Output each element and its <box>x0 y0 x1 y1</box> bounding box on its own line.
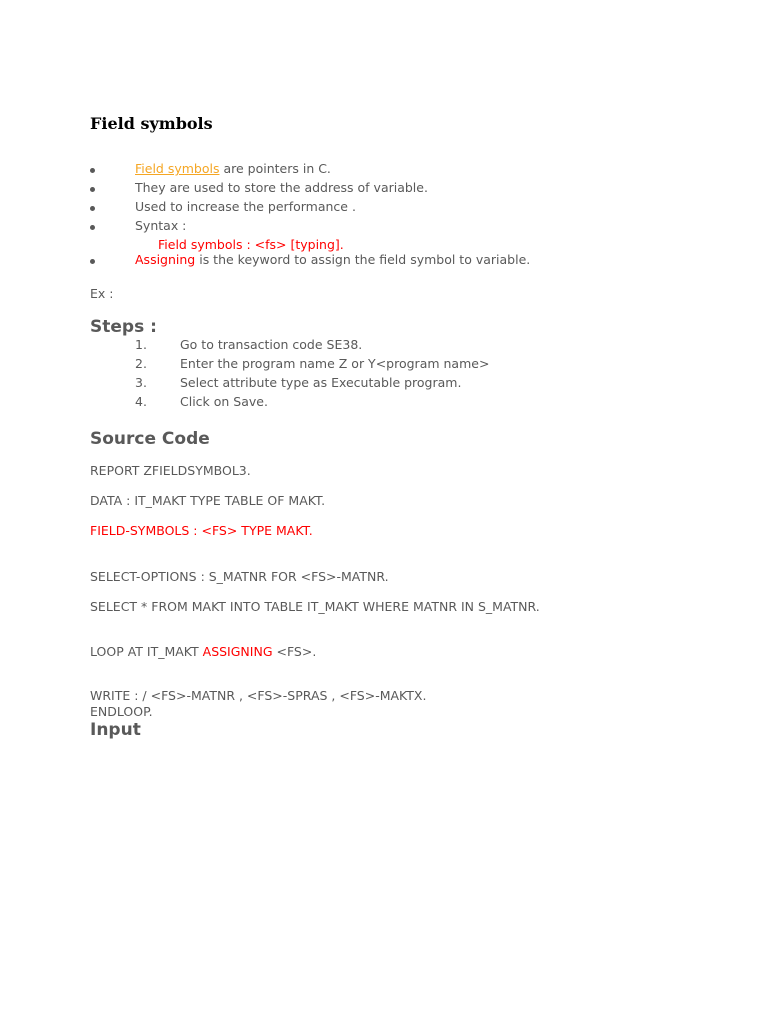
list-item-text: is the keyword to assign the field symbol to variable. <box>195 252 531 267</box>
list-item <box>135 252 530 267</box>
bullet-dot <box>90 168 95 173</box>
bullet-dot <box>90 206 95 211</box>
code-line-select-options: SELECT-OPTIONS : S_MATNR FOR <FS>-MATNR. <box>90 569 389 584</box>
code-line-write: WRITE : / <FS>-MATNR , <FS>-SPRAS , <FS>-MAKTX. <box>90 688 427 703</box>
code-line-loop <box>90 644 316 659</box>
code-line-report: REPORT ZFIELDSYMBOL3. <box>90 463 251 478</box>
page-title: Field symbols <box>90 114 213 133</box>
list-item <box>135 161 331 176</box>
list-item: They are used to store the address of variable. <box>135 180 428 195</box>
step-number: 2. <box>135 356 147 371</box>
example-label: Ex : <box>90 286 114 301</box>
bullet-dot <box>90 259 95 264</box>
field-symbols-link[interactable]: Field symbols <box>135 161 220 176</box>
steps-heading: Steps : <box>90 317 157 337</box>
source-code-heading: Source Code <box>90 429 210 449</box>
syntax-line: Field symbols : <fs> [typing]. <box>158 237 344 252</box>
step-number: 3. <box>135 375 147 390</box>
bullet-dot <box>90 225 95 230</box>
list-item: Syntax : <box>135 218 187 233</box>
step-text: Enter the program name Z or Y<program name> <box>180 356 490 371</box>
code-line-field-symbols: FIELD-SYMBOLS : <FS> TYPE MAKT. <box>90 523 313 538</box>
code-line-data: DATA : IT_MAKT TYPE TABLE OF MAKT. <box>90 493 326 508</box>
step-text: Click on Save. <box>180 394 268 409</box>
loop-suffix: <FS>. <box>272 644 317 659</box>
bullet-dot <box>90 187 95 192</box>
list-item-text: are pointers in C. <box>219 161 331 176</box>
code-line-select: SELECT * FROM MAKT INTO TABLE IT_MAKT WHERE MATNR IN S_MATNR. <box>90 599 540 614</box>
loop-prefix: LOOP AT IT_MAKT <box>90 644 203 659</box>
step-number: 4. <box>135 394 147 409</box>
loop-assigning-keyword: ASSIGNING <box>202 644 273 659</box>
step-number: 1. <box>135 337 147 352</box>
assigning-keyword: Assigning <box>135 252 196 267</box>
step-text: Select attribute type as Executable program. <box>180 375 462 390</box>
input-heading: Input <box>90 720 141 740</box>
list-item: Used to increase the performance . <box>135 199 356 214</box>
step-text: Go to transaction code SE38. <box>180 337 363 352</box>
code-line-endloop: ENDLOOP. <box>90 704 153 719</box>
